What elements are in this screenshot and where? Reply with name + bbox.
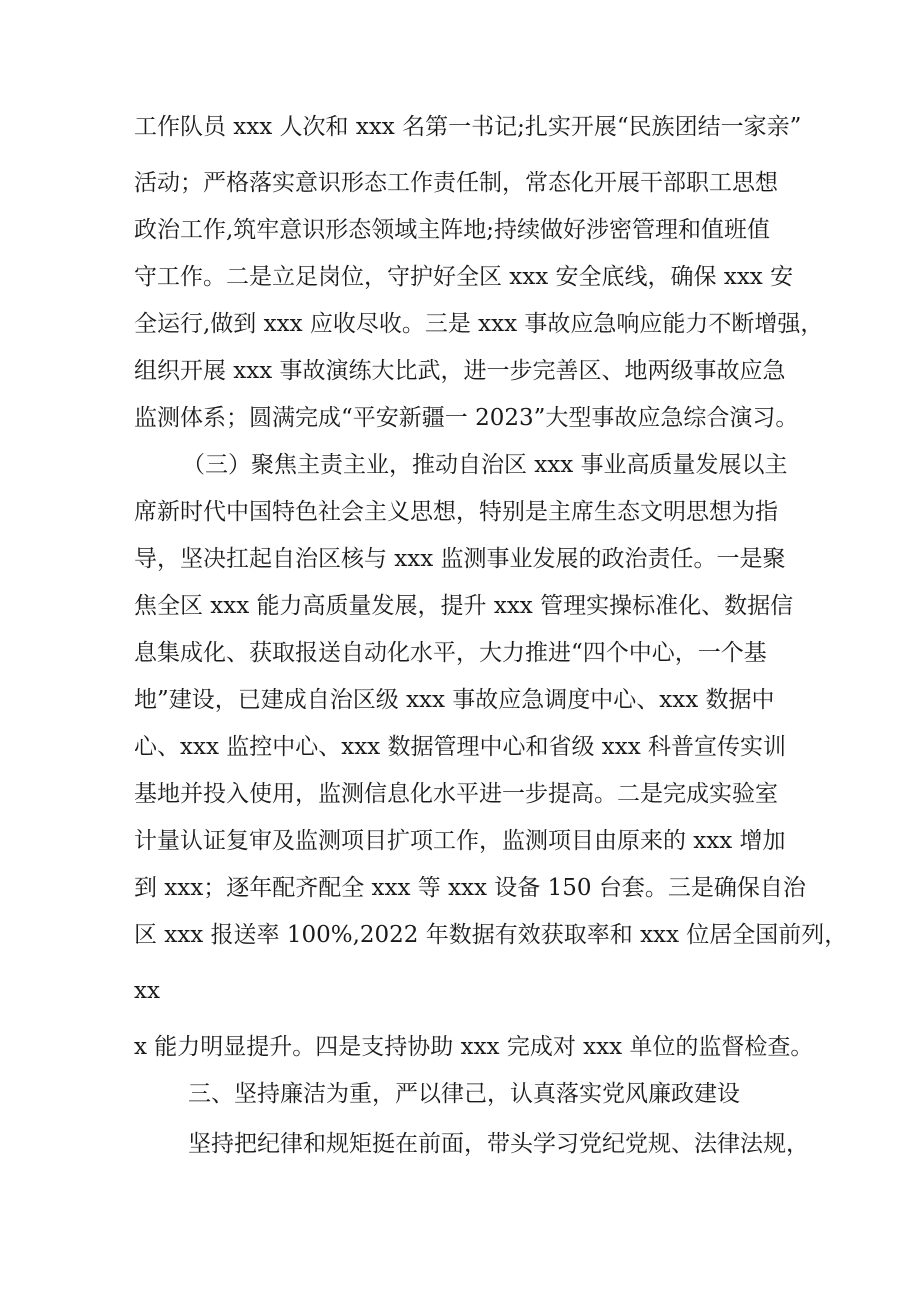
text-line: 息集成化、获取报送自动化水平，大力推进“四个中心，一个基 — [134, 640, 767, 666]
text-line: xx — [134, 978, 160, 1004]
text-line: 活动；严格落实意识形态工作责任制，常态化开展干部职工思想 — [134, 170, 778, 196]
text-line: 政治工作,筑牢意识形态领域主阵地;持续做好涉密管理和值班值 — [134, 217, 771, 243]
text-line: 坚持把纪律和规矩挺在前面，带头学习党纪党规、法律法规， — [188, 1131, 809, 1157]
text-line: 地”建设，已建成自治区级 xxx 事故应急调度中心、xxx 数据中 — [134, 687, 775, 713]
text-line: x 能力明显提升。四是支持协助 xxx 完成对 xxx 单位的监督检查。 — [134, 1034, 814, 1060]
text-line: 计量认证复审及监测项目扩项工作，监测项目由原来的 xxx 增加 — [134, 828, 786, 854]
text-line: 组织开展 xxx 事故演练大比武，进一步完善区、地两级事故应急 — [134, 358, 786, 384]
text-line: 工作队员 xxx 人次和 xxx 名第一书记;扎实开展“民族团结一家亲” — [134, 114, 802, 140]
text-line: 导，坚决扛起自治区核与 xxx 监测事业发展的政治责任。一是聚 — [134, 546, 786, 572]
text-line: 基地并投入使用，监测信息化水平进一步提高。二是完成实验室 — [134, 781, 778, 807]
text-line: 守工作。二是立足岗位，守护好全区 xxx 安全底线，确保 xxx 安 — [134, 264, 794, 290]
section-heading: 三、坚持廉洁为重，严以律己，认真落实党风廉政建设 — [188, 1081, 740, 1107]
text-line: 席新时代中国特色社会主义思想，特别是主席生态文明思想为指 — [134, 499, 778, 525]
paragraph-heading-line: （三）聚焦主责主业，推动自治区 xxx 事业高质量发展以主 — [182, 452, 788, 478]
text-line: 心、xxx 监控中心、xxx 数据管理中心和省级 xxx 科普宣传实训 — [134, 734, 786, 760]
text-line: 焦全区 xxx 能力高质量发展，提升 xxx 管理实操标准化、数据信 — [134, 593, 794, 619]
text-line: 区 xxx 报送率 100%,2022 年数据有效获取率和 xxx 位居全国前列， — [134, 922, 848, 948]
text-line: 全运行,做到 xxx 应收尽收。三是 xxx 事故应急响应能力不断增强， — [134, 311, 824, 337]
text-line: 监测体系；圆满完成“平安新疆一 2023”大型事故应急综合演习。 — [134, 405, 799, 431]
text-line: 到 xxx；逐年配齐配全 xxx 等 xxx 设备 150 台套。三是确保自治 — [134, 875, 806, 901]
